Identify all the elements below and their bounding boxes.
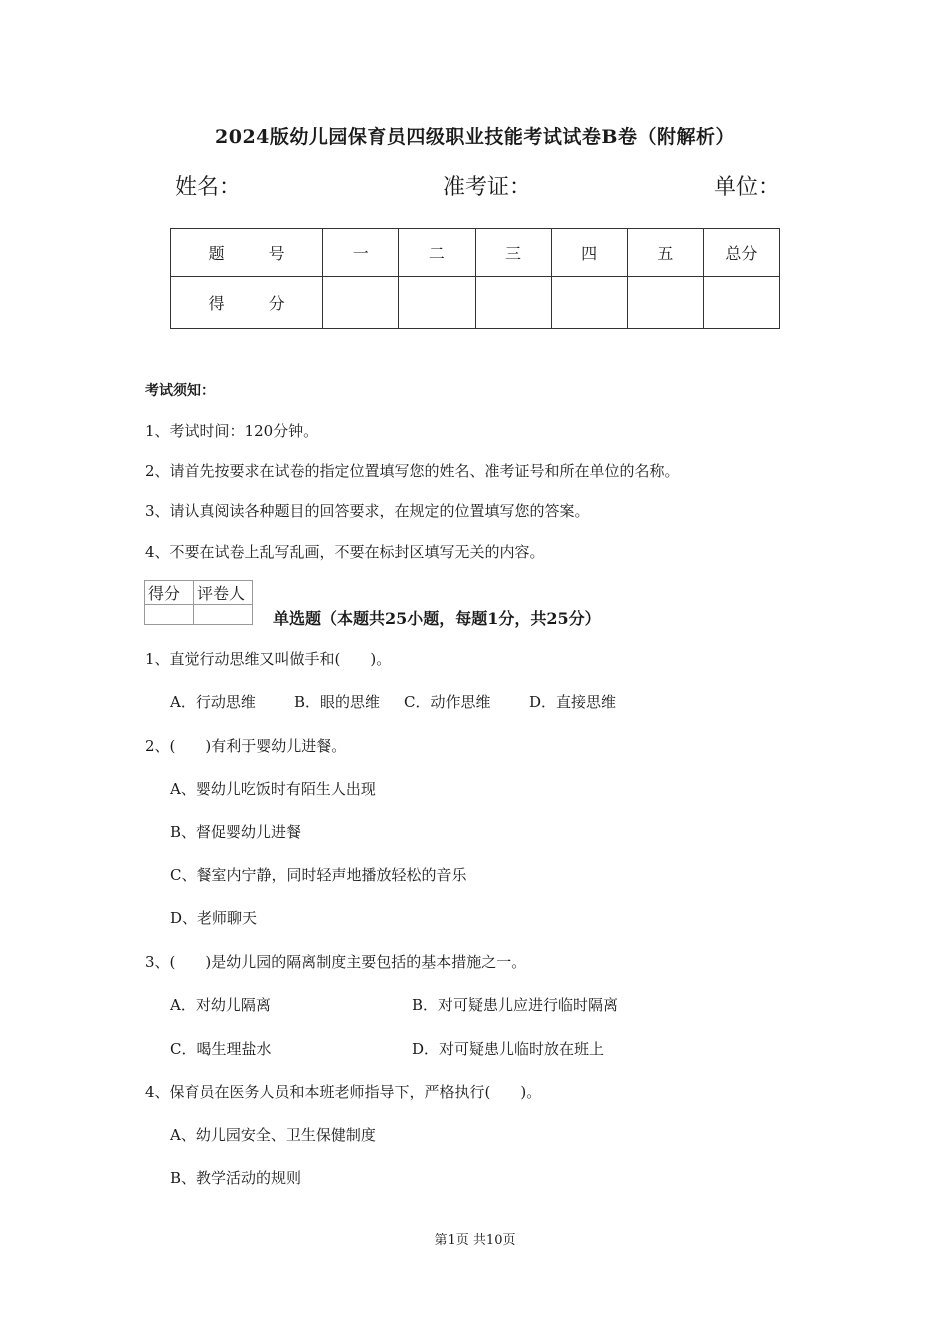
question-option: A．对幼儿隔离 [170, 996, 271, 1014]
header-cell-total: 总分 [703, 229, 779, 277]
unit-field-label: 单位： [713, 175, 780, 200]
candidate-fields [175, 170, 780, 202]
score-row-label: 得 分 [171, 277, 323, 329]
score-cell-section-4[interactable] [551, 277, 627, 329]
notice-item: 3、请认真阅读各种题目的回答要求，在规定的位置填写您的答案。 [145, 502, 590, 520]
question-option: B、教学活动的规则 [170, 1169, 302, 1187]
question-option: A、幼儿园安全、卫生保健制度 [170, 1126, 376, 1144]
grader-box [144, 580, 253, 625]
notice-item: 2、请首先按要求在试卷的指定位置填写您的姓名、准考证号和所在单位的名称。 [145, 462, 680, 480]
question-option: C、餐室内宁静，同时轻声地播放轻松的音乐 [170, 866, 467, 884]
question-option: B．眼的思维 [294, 693, 381, 711]
grader-reviewer-cell[interactable] [194, 605, 253, 625]
grader-reviewer-label: 评卷人 [194, 581, 253, 605]
grader-score-cell[interactable] [145, 605, 194, 625]
question-option: A、婴幼儿吃饭时有陌生人出现 [170, 780, 376, 798]
notice-item: 1、考试时间：120分钟。 [145, 422, 319, 440]
question-option: C．动作思维 [404, 693, 491, 711]
section-title: 单选题（本题共25小题，每题1分，共25分） [273, 609, 601, 628]
header-cell-section-1: 一 [323, 229, 399, 277]
page-title: 2024版幼儿园保育员四级职业技能考试试卷B卷（附解析） [215, 126, 735, 148]
notice-title: 考试须知： [145, 383, 215, 399]
header-cell-question-number: 题 号 [171, 229, 323, 277]
score-table [170, 228, 780, 329]
score-cell-section-5[interactable] [627, 277, 703, 329]
grader-score-label: 得分 [145, 581, 194, 605]
question-option: D．直接思维 [529, 693, 617, 711]
notice-item: 4、不要在试卷上乱写乱画，不要在标封区填写无关的内容。 [145, 543, 545, 561]
header-cell-section-5: 五 [627, 229, 703, 277]
question-option: D、老师聊天 [170, 909, 258, 927]
question-stem: 1、直觉行动思维又叫做手和( )。 [145, 650, 392, 668]
question-option: D．对可疑患儿临时放在班上 [412, 1040, 605, 1058]
name-field-label: 姓名： [175, 175, 242, 200]
question-stem: 4、保育员在医务人员和本班老师指导下，严格执行( )。 [145, 1083, 542, 1101]
question-stem: 3、( )是幼儿园的隔离制度主要包括的基本措施之一。 [145, 953, 527, 971]
header-cell-section-4: 四 [551, 229, 627, 277]
score-table-header-row [171, 229, 780, 277]
question-option: C．喝生理盐水 [170, 1040, 272, 1058]
exam-id-field-label: 准考证： [443, 175, 532, 200]
score-cell-section-3[interactable] [475, 277, 551, 329]
score-table-score-row [171, 277, 780, 329]
page-footer: 第1页 共10页 [434, 1233, 516, 1248]
score-cell-total[interactable] [703, 277, 779, 329]
score-cell-section-2[interactable] [399, 277, 475, 329]
question-stem: 2、( )有利于婴幼儿进餐。 [145, 737, 347, 755]
question-option: B、督促婴幼儿进餐 [170, 823, 302, 841]
header-cell-section-3: 三 [475, 229, 551, 277]
header-cell-section-2: 二 [399, 229, 475, 277]
score-cell-section-1[interactable] [323, 277, 399, 329]
question-option: A．行动思维 [170, 693, 256, 711]
question-option: B．对可疑患儿应进行临时隔离 [412, 996, 619, 1014]
